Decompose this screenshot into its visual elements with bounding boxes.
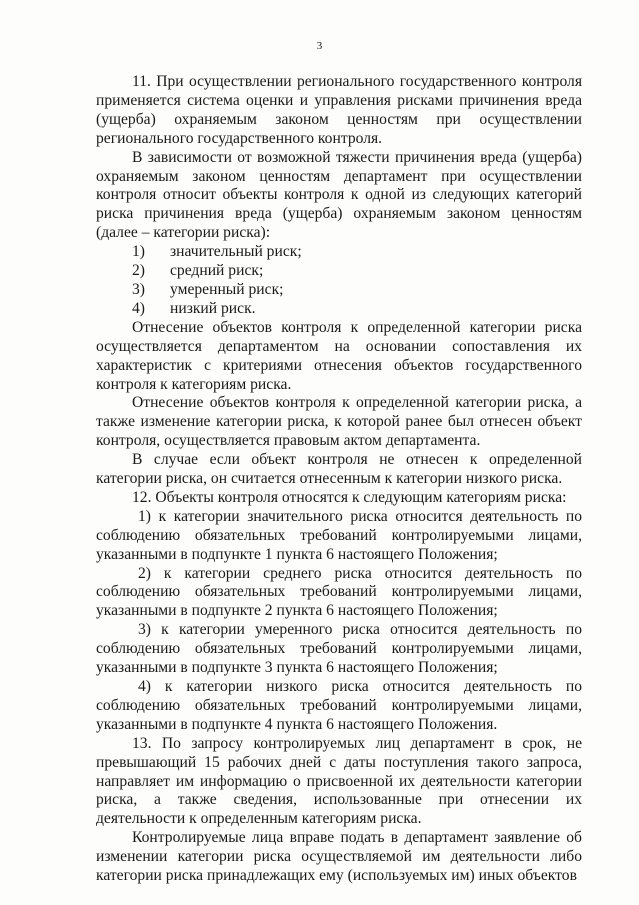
list-item: 4) низкий риск. — [132, 299, 256, 317]
paragraph-change: Отнесение объектов контроля к определенной категории риска, а также изменение категории риска, к которой ранее был отнесен объект контроля, осуществляется правовым актом департамента. — [96, 394, 582, 450]
list-item: 1) значительный риск; — [132, 243, 302, 261]
risk-category-list — [96, 243, 582, 319]
list-item: 3) умеренный риск; — [132, 280, 284, 298]
paragraph-assignment: Отнесение объектов контроля к определенной категории риска осуществляется департаментом на основании сопоставления их характеристик с критериями отнесения объектов государственного контроля к категориям риска. — [96, 318, 582, 393]
paragraph-12: 12. Объекты контроля относятся к следующим категориям риска: — [132, 488, 567, 506]
paragraph-12-item-4: 4) к категории низкого риска относится деятельность по соблюдению обязательных требований контролируемыми лицами, указанными в подпункте 4 пункта 6 настоящего Положения. — [96, 678, 582, 733]
paragraph-low-risk-default: В случае если объект контроля не отнесен к определенной категории риска, он считается отнесенным к категории низкого риска. — [96, 451, 582, 488]
paragraph-12-item-1: 1) к категории значительного риска относится деятельность по соблюдению обязательных требований контролируемыми лицами, указанными в подпункте 1 пункта 6 настоящего Положения; — [96, 507, 582, 563]
page-number: 3 — [316, 40, 323, 52]
document-body — [96, 73, 582, 886]
paragraph-risk-categories-intro: В зависимости от возможной тяжести причинения вреда (ущерба) охраняемым законом ценностям департамент при осуществлении контроля относит объекты контроля к одной из следующих категорий риска причинения вреда (ущерба) охраняемым законом ценностям (далее – категории риска): — [96, 148, 582, 242]
paragraph-12-item-3: 3) к категории умеренного риска относится деятельность по соблюдению обязательных требований контролируемыми лицами, указанными в подпункте 3 пункта 6 настоящего Положения; — [96, 621, 582, 677]
paragraph-13-application: Контролируемые лица вправе подать в департамент заявление об изменении категории риска осуществляемой им деятельности либо категории риска принадлежащих ему (используемых им) иных объектов — [96, 829, 582, 885]
list-item: 2) средний риск; — [132, 262, 264, 280]
paragraph-11: 11. При осуществлении регионального государственного контроля применяется система оценки и управления рисками причинения вреда (ущерба) охраняемым законом ценностям при осуществлении регионального государственного контроля. — [96, 73, 582, 147]
paragraph-12-item-2: 2) к категории среднего риска относится деятельность по соблюдению обязательных требований контролируемыми лицами, указанными в подпункте 2 пункта 6 настоящего Положения; — [96, 564, 582, 620]
paragraph-13: 13. По запросу контролируемых лиц департамент в срок, не превышающий 15 рабочих дней с даты поступления такого запроса, направляет им информацию о присвоенной их деятельности категории риска, а также сведения, использованные при отнесении их деятельности к определенным категориям риска. — [96, 734, 582, 828]
